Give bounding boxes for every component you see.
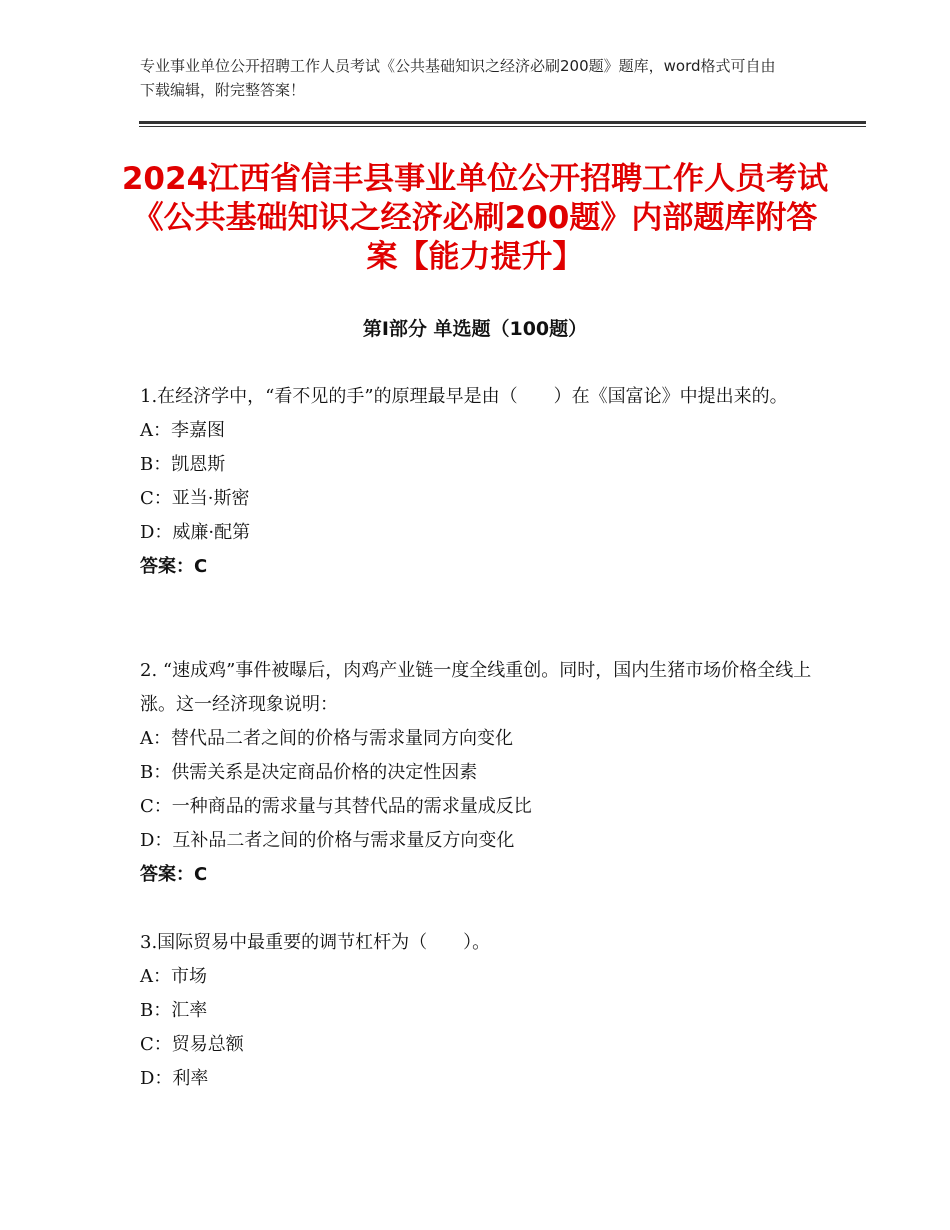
option-a: A：市场 bbox=[140, 966, 207, 987]
option-b: B：汇率 bbox=[140, 1000, 208, 1021]
option-b: B：凯恩斯 bbox=[140, 454, 226, 475]
option-a: A：替代品二者之间的价格与需求量同方向变化 bbox=[140, 728, 513, 749]
question-2 bbox=[140, 654, 820, 892]
document-title: 2024江西省信丰县事业单位公开招聘工作人员考试《公共基础知识之经济必刷200题》内部题库附答案【能力提升】 bbox=[121, 161, 829, 275]
option-b: B：供需关系是决定商品价格的决定性因素 bbox=[140, 762, 478, 783]
option-d: D：威廉·配第 bbox=[140, 522, 251, 543]
option-d: D：互补品二者之间的价格与需求量反方向变化 bbox=[140, 830, 515, 851]
option-a: A：李嘉图 bbox=[140, 420, 225, 441]
answer: 答案：C bbox=[140, 864, 208, 885]
question-stem: 1.在经济学中，“看不见的手”的原理最早是由（ ）在《国富论》中提出来的。 bbox=[140, 386, 788, 407]
option-c: C：亚当·斯密 bbox=[140, 488, 250, 509]
question-3 bbox=[140, 926, 820, 1096]
question-stem: 3.国际贸易中最重要的调节杠杆为（ ）。 bbox=[140, 932, 491, 953]
header-note: 专业事业单位公开招聘工作人员考试《公共基础知识之经济必刷200题》题库，word格式可自由下载编辑，附完整答案！ bbox=[140, 57, 776, 99]
option-c: C：一种商品的需求量与其替代品的需求量成反比 bbox=[140, 796, 532, 817]
question-stem: 2. “速成鸡”事件被曝后，肉鸡产业链一度全线重创。同时，国内生猪市场价格全线上涨。这一经济现象说明： bbox=[140, 660, 812, 715]
option-c: C：贸易总额 bbox=[140, 1034, 244, 1055]
answer: 答案：C bbox=[140, 556, 208, 577]
section-title: 第Ⅰ部分 单选题（100题） bbox=[362, 318, 588, 340]
option-d: D：利率 bbox=[140, 1068, 209, 1089]
header-divider-thin bbox=[139, 126, 866, 127]
question-1 bbox=[140, 380, 820, 584]
header-divider-thick bbox=[139, 121, 866, 124]
